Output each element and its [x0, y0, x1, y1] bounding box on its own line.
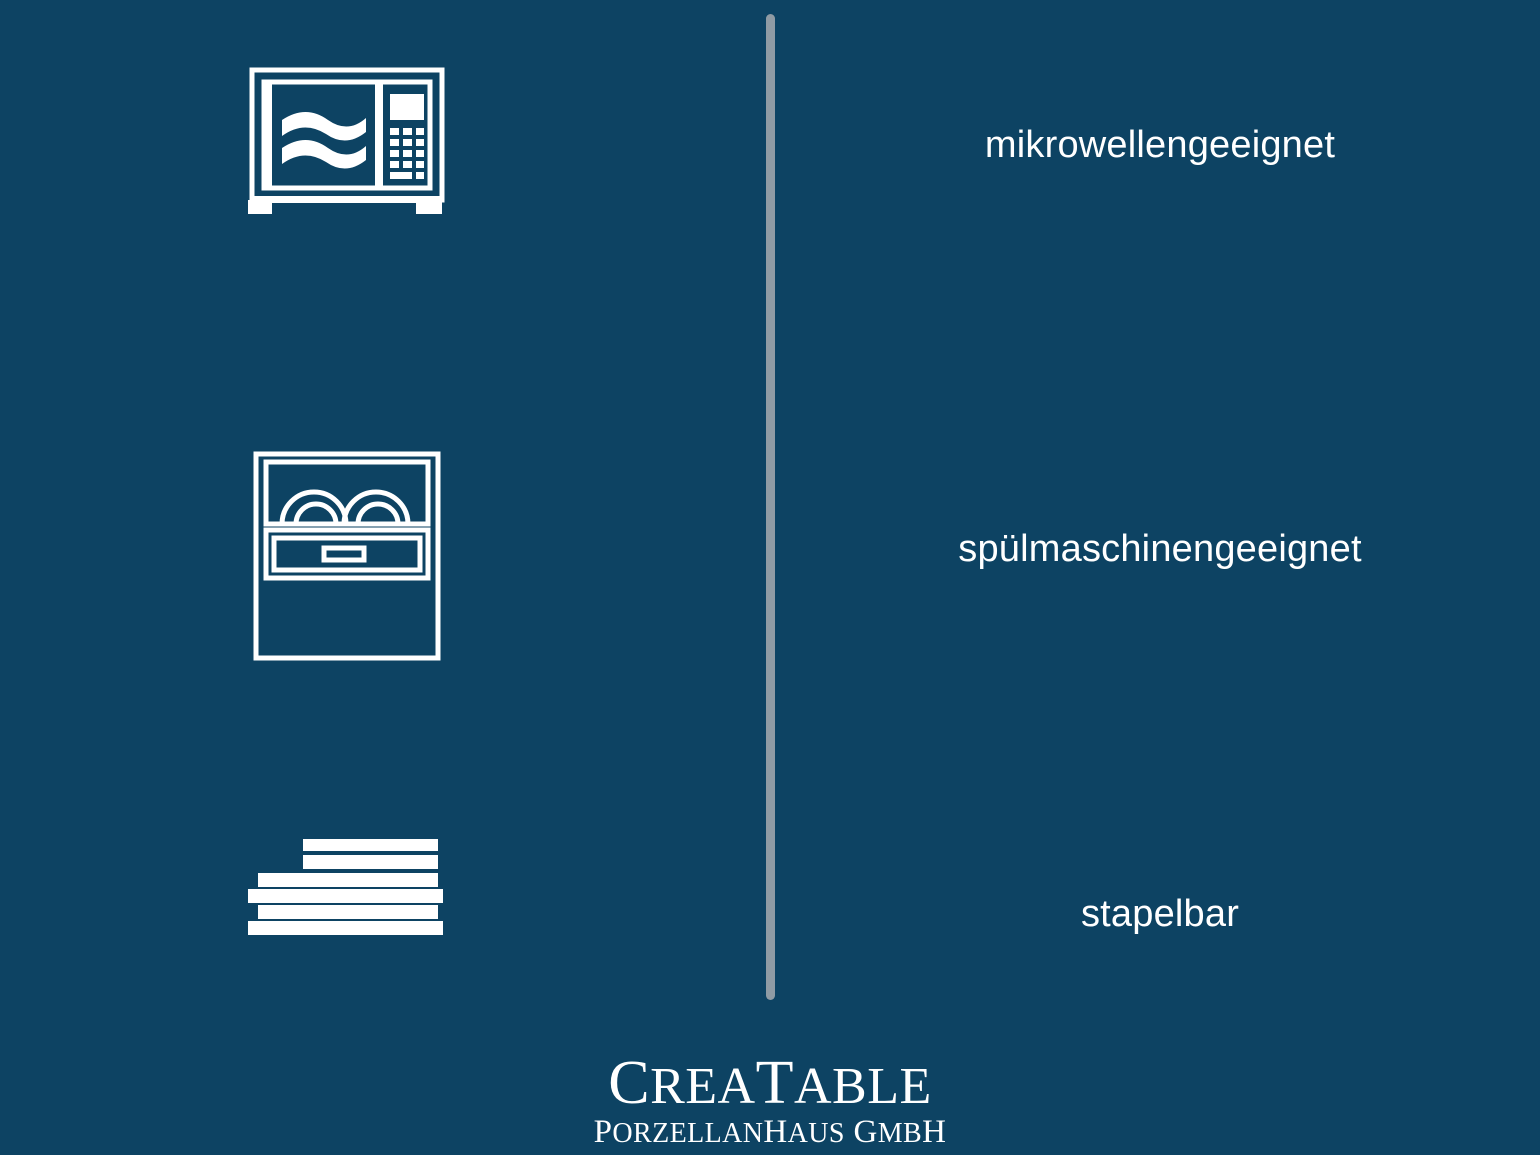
feature-row-stackable: [0, 815, 1540, 1015]
stackable-plates-icon: [248, 815, 448, 1015]
logo-text-rea: REA: [650, 1058, 756, 1115]
microwave-icon: [248, 44, 448, 244]
logo-letter-h: H: [763, 1114, 788, 1150]
feature-row-microwave: [0, 44, 1540, 244]
brand-logo: [0, 1049, 1540, 1150]
logo-letter-g: G: [844, 1114, 878, 1150]
logo-letter-t: T: [755, 1049, 794, 1117]
brand-logo-subtitle: [0, 1116, 1540, 1149]
feature-label-microwave: mikrowellengeeignet: [984, 124, 1336, 166]
logo-text-able: ABLE: [793, 1058, 932, 1115]
logo-letter-p: P: [593, 1114, 613, 1150]
logo-text-orzellan: ORZELLAN: [612, 1118, 764, 1149]
logo-letter-c: C: [608, 1049, 651, 1117]
logo-text-mb: MB: [877, 1118, 923, 1149]
feature-label-stackable: stapelbar: [1080, 893, 1240, 935]
brand-logo-name: [0, 1049, 1540, 1117]
dishwasher-icon: [248, 450, 448, 650]
logo-letter-h2: H: [922, 1114, 947, 1150]
feature-label-dishwasher: spülmaschinengeeignet: [958, 528, 1362, 570]
feature-row-dishwasher: [0, 450, 1540, 650]
logo-text-aus: AUS: [787, 1118, 845, 1149]
